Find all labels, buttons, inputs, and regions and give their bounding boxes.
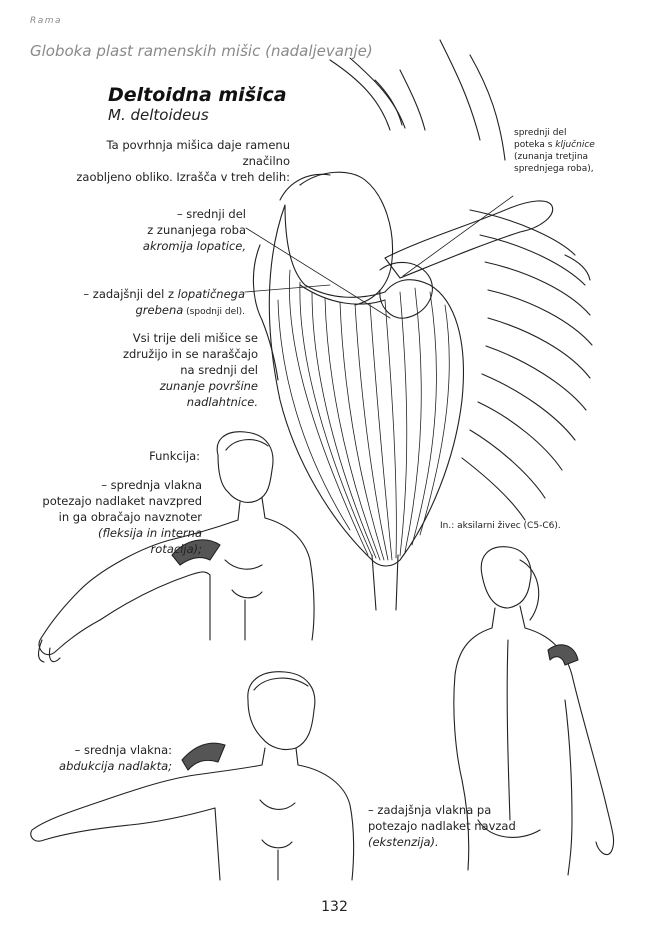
acromion (300, 172, 393, 305)
function-anterior: – sprednja vlakna potezajo nadlaket navzpred in ga obračajo navznoter (fleksija in interna rotacija); (42, 478, 202, 556)
intro-text: Ta povrhnja mišica daje ramenu značilno zaobljeno obliko. Izrašča v treh delih: (76, 138, 290, 184)
section-label: Rama (30, 16, 63, 26)
muscle-latin-name: M. deltoideus (108, 106, 209, 124)
middle-part-label: – srednji del z zunanjega roba akromija lopatice, (142, 207, 246, 253)
ribcage-outline (462, 210, 592, 520)
extension-arrow (548, 645, 578, 665)
figure-abduction (31, 672, 354, 880)
anterior-part-label: sprednji del poteka s ključnice (zunanja tretjina sprednjega roba), (514, 128, 595, 174)
posterior-part-label: – zadajšnji del z lopatičnega grebena (spodnji del). (83, 287, 245, 317)
neck-outline (330, 40, 505, 160)
clavicle (385, 201, 553, 278)
page-number: 132 (321, 899, 348, 915)
function-heading: Funkcija: (149, 449, 200, 463)
muscle-title: Deltoidna mišica (108, 84, 287, 106)
abduction-arrow (182, 743, 225, 770)
function-middle: – srednja vlakna: abdukcija nadlakta; (59, 743, 172, 773)
humeral-head (380, 262, 433, 318)
innervation-label: In.: aksilarni živec (C5-C6). (440, 521, 561, 531)
function-posterior: – zadajšnja vlakna pa potezajo nadlaket navzad (ekstenzija). (368, 803, 516, 849)
page-subtitle: Globoka plast ramenskih mišic (nadaljevanje) (30, 42, 373, 60)
deltoid-muscle (269, 205, 463, 566)
insertion-text: Vsi trije deli mišice se združijo in se naraščajo na srednji del zunanje površine nadlahtnice. (122, 331, 258, 409)
